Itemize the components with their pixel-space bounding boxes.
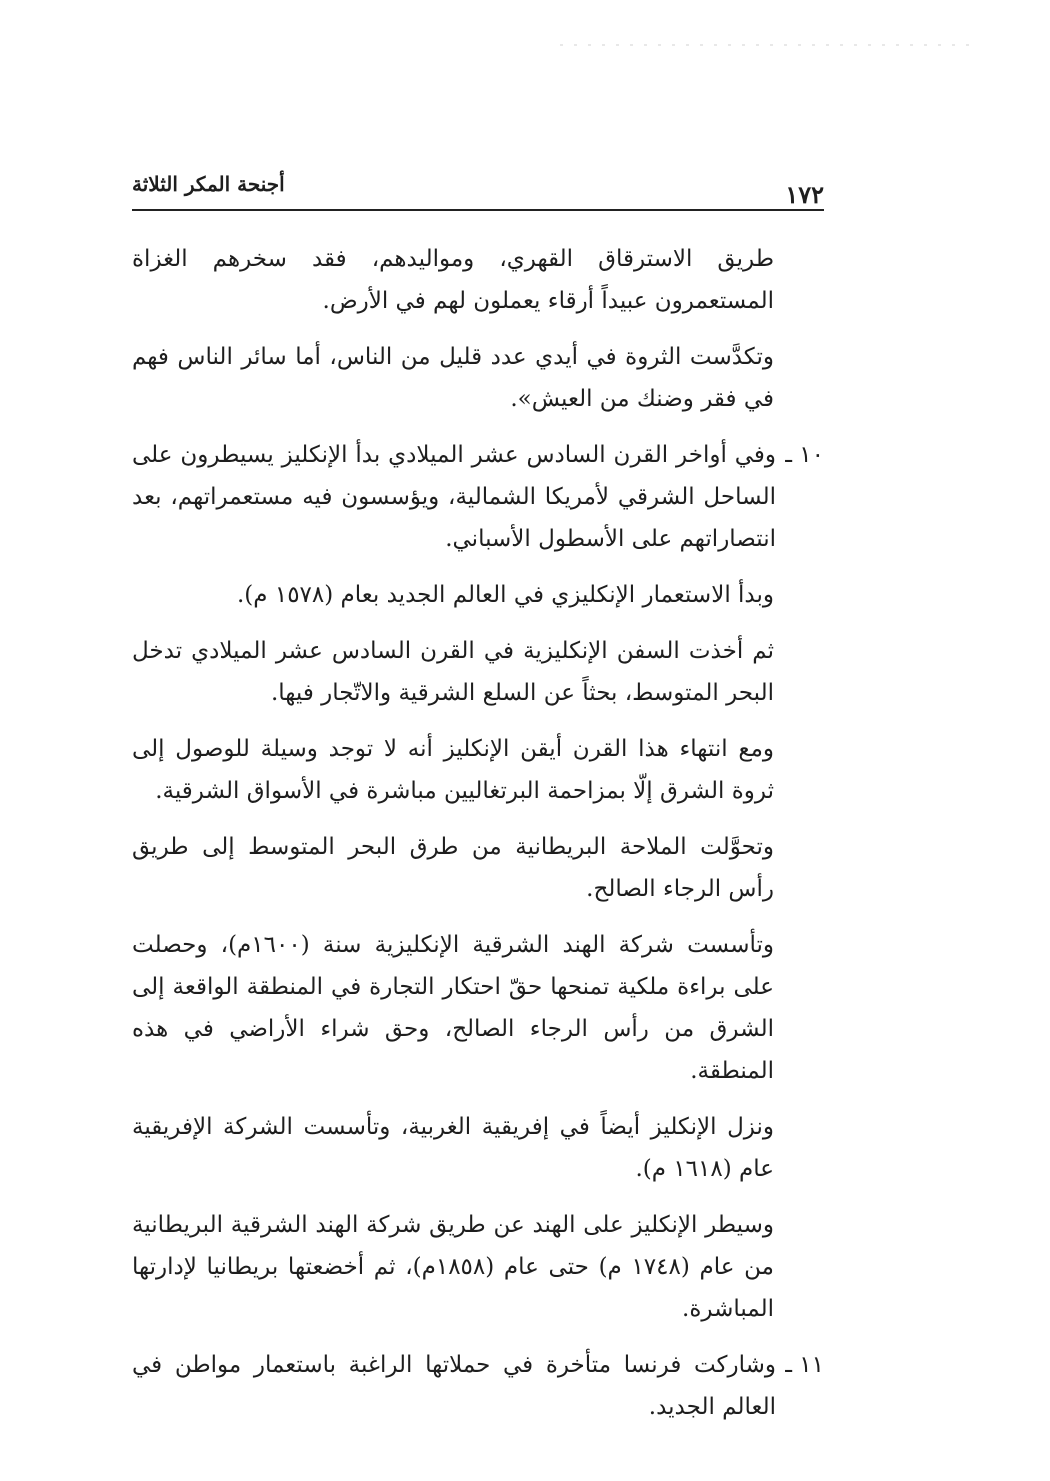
paragraph-continuation <box>132 238 824 322</box>
paragraph-text: وتحوَّلت الملاحة البريطانية من طرق البحر المتوسط إلى طريق رأس الرجاء الصالح. <box>132 834 774 902</box>
paragraph <box>132 1106 824 1190</box>
page-number: ١٧٢ <box>785 180 824 209</box>
header-rule <box>132 209 824 211</box>
item-number: ١١ ـ <box>785 1352 824 1378</box>
paragraph-text: ونزل الإنكليز أيضاً في إفريقية الغربية، وتأسست الشركة الإفريقية عام (١٦١٨ م). <box>132 1114 774 1182</box>
paragraph-text: وفي أواخر القرن السادس عشر الميلادي بدأ الإنكليز يسيطرون على الساحل الشرقي لأمريكا الشمالية، ويؤسسون فيه مستعمراتهم، بعد انتصاراتهم على الأسطول الأسباني. <box>132 442 776 552</box>
paragraph <box>132 1204 824 1330</box>
scan-artifact <box>560 44 980 46</box>
paragraph-text: طريق الاسترقاق القهري، ومواليدهم، فقد سخرهم الغزاة المستعمرون عبيداً أرقاء يعملون لهم في الأرض. <box>132 246 774 314</box>
paragraph-text: وتأسست شركة الهند الشرقية الإنكليزية سنة (١٦٠٠م)، وحصلت على براءة ملكية تمنحها حقّ احتكار التجارة في المنطقة الواقعة إلى الشرق من رأس الرجاء الصالح، وحق شراء الأراضي في هذه المنطقة. <box>132 932 774 1084</box>
numbered-item-10 <box>132 434 824 560</box>
page-header <box>132 172 824 212</box>
paragraph-text: وشاركت فرنسا متأخرة في حملاتها الراغبة باستعمار مواطن في العالم الجديد. <box>132 1352 776 1420</box>
paragraph <box>132 574 824 616</box>
page-body <box>132 238 824 1442</box>
paragraph-text: وسيطر الإنكليز على الهند عن طريق شركة الهند الشرقية البريطانية من عام (١٧٤٨ م) حتى عام (١٨٥٨م)، ثم أخضعتها بريطانيا لإدارتها المباشرة. <box>132 1212 774 1322</box>
item-number: ١٠ ـ <box>785 442 824 468</box>
paragraph <box>132 826 824 910</box>
paragraph <box>132 924 824 1092</box>
paragraph-text: وبدأ الاستعمار الإنكليزي في العالم الجديد بعام (١٥٧٨ م). <box>237 582 774 608</box>
paragraph-text: ومع انتهاء هذا القرن أيقن الإنكليز أنه لا توجد وسيلة للوصول إلى ثروة الشرق إلّا بمزاحمة البرتغاليين مباشرة في الأسواق الشرقية. <box>132 736 774 804</box>
paragraph <box>132 336 824 420</box>
paragraph-text: ثم أخذت السفن الإنكليزية في القرن السادس عشر الميلادي تدخل البحر المتوسط، بحثاً عن السلع الشرقية والاتّجار فيها. <box>132 638 774 706</box>
paragraph <box>132 728 824 812</box>
running-title: أجنحة المكر الثلاثة <box>132 172 285 196</box>
paragraph <box>132 630 824 714</box>
numbered-item-11 <box>132 1344 824 1428</box>
paragraph-text: وتكدَّست الثروة في أيدي عدد قليل من الناس، أما سائر الناس فهم في فقر وضنك من العيش». <box>132 344 774 412</box>
